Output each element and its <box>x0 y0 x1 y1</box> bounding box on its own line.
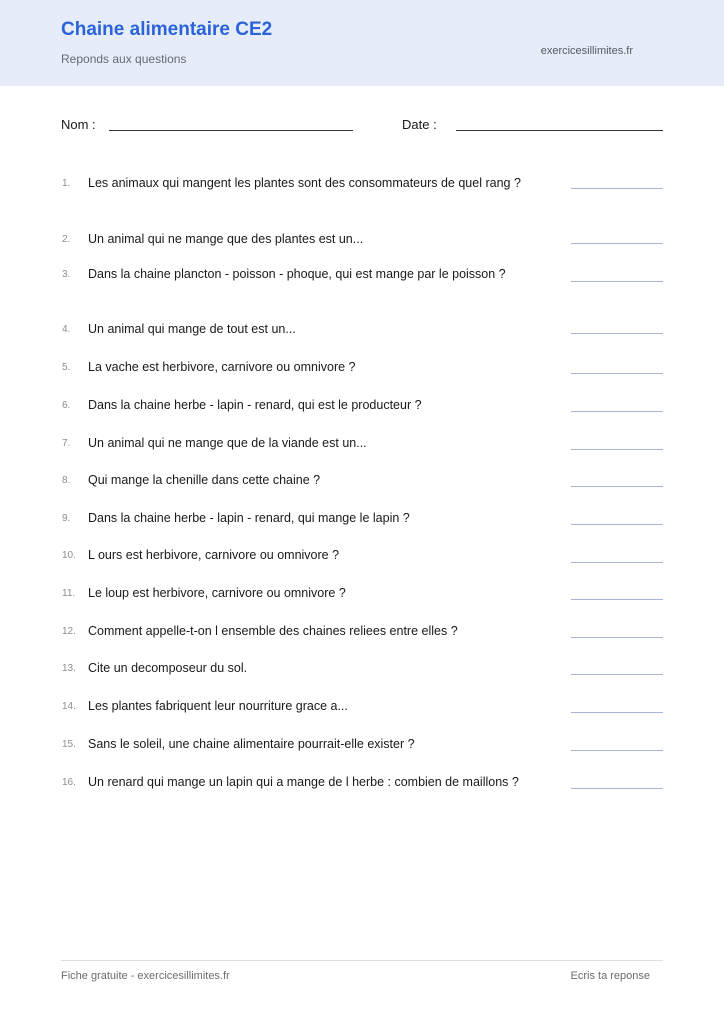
question-text: L ours est herbivore, carnivore ou omnivore ? <box>88 548 340 562</box>
answer-line[interactable] <box>571 188 663 189</box>
answer-line[interactable] <box>571 599 663 600</box>
question-text: Comment appelle-t-on l ensemble des chaines reliees entre elles ? <box>88 624 458 638</box>
question-number: 2. <box>62 234 71 245</box>
question-number: 5. <box>62 362 71 373</box>
answer-line[interactable] <box>571 788 663 789</box>
answer-line[interactable] <box>571 449 663 450</box>
question-number: 11. <box>62 588 76 599</box>
answer-line[interactable] <box>571 373 663 374</box>
answer-line[interactable] <box>571 750 663 751</box>
answer-line[interactable] <box>571 243 663 244</box>
answer-line[interactable] <box>571 411 663 412</box>
footer-divider <box>61 960 663 961</box>
question-text: Les animaux qui mangent les plantes sont des consommateurs de quel rang ? <box>88 176 521 190</box>
answer-line[interactable] <box>571 524 663 525</box>
answer-line[interactable] <box>571 281 663 282</box>
question-number: 3. <box>62 269 71 280</box>
answer-line[interactable] <box>571 674 663 675</box>
footer-credit: Fiche gratuite - exercicesillimites.fr <box>61 970 230 982</box>
question-text: Un animal qui ne mange que des plantes est un... <box>88 232 364 246</box>
name-field[interactable] <box>109 130 353 131</box>
page-title: Chaine alimentaire CE2 <box>61 19 273 40</box>
question-text: Qui mange la chenille dans cette chaine ? <box>88 473 321 487</box>
question-number: 6. <box>62 400 71 411</box>
question-text: La vache est herbivore, carnivore ou omnivore ? <box>88 360 356 374</box>
question-text: Les plantes fabriquent leur nourriture grace a... <box>88 699 348 713</box>
question-number: 4. <box>62 324 71 335</box>
page-header <box>0 0 724 86</box>
question-text: Un animal qui ne mange que de la viande est un... <box>88 436 367 450</box>
site-name: exercicesillimites.fr <box>540 45 633 57</box>
question-number: 8. <box>62 475 71 486</box>
answer-line[interactable] <box>571 486 663 487</box>
page-subtitle: Reponds aux questions <box>61 52 187 66</box>
question-number: 1. <box>62 178 71 189</box>
name-label: Nom : <box>61 117 96 132</box>
question-number: 10. <box>62 550 76 561</box>
footer-instruction: Ecris ta reponse <box>570 970 650 982</box>
question-number: 15. <box>62 739 76 750</box>
question-number: 7. <box>62 438 71 449</box>
date-label: Date : <box>402 117 437 132</box>
answer-line[interactable] <box>571 712 663 713</box>
answer-line[interactable] <box>571 333 663 334</box>
question-number: 12. <box>62 626 76 637</box>
question-number: 9. <box>62 513 71 524</box>
question-text: Sans le soleil, une chaine alimentaire pourrait-elle exister ? <box>88 737 415 751</box>
answer-line[interactable] <box>571 562 663 563</box>
question-number: 13. <box>62 663 76 674</box>
question-text: Cite un decomposeur du sol. <box>88 661 248 675</box>
question-number: 14. <box>62 701 76 712</box>
question-text: Un renard qui mange un lapin qui a mange de l herbe : combien de maillons ? <box>88 775 519 789</box>
question-text: Un animal qui mange de tout est un... <box>88 322 296 336</box>
date-field[interactable] <box>456 130 663 131</box>
answer-line[interactable] <box>571 637 663 638</box>
question-number: 16. <box>62 777 76 788</box>
question-text: Dans la chaine plancton - poisson - phoque, qui est mange par le poisson ? <box>88 267 506 281</box>
question-text: Dans la chaine herbe - lapin - renard, qui mange le lapin ? <box>88 511 410 525</box>
question-text: Le loup est herbivore, carnivore ou omnivore ? <box>88 586 346 600</box>
question-text: Dans la chaine herbe - lapin - renard, qui est le producteur ? <box>88 398 422 412</box>
